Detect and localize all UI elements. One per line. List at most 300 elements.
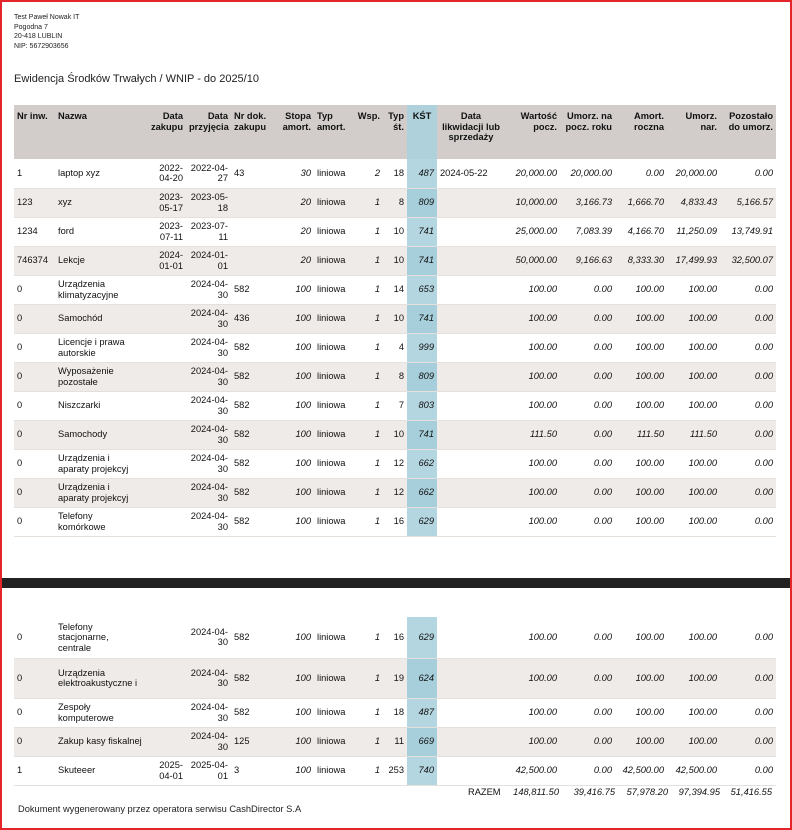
table-cell: liniowa: [314, 246, 354, 275]
table-cell: 999: [407, 333, 437, 362]
table-cell: [437, 478, 505, 507]
table-cell: 2024-04-30: [190, 626, 228, 648]
table-cell: [145, 362, 186, 391]
table-cell: 20: [277, 188, 314, 217]
page-break-band: [2, 578, 790, 588]
table-cell: 100.00: [688, 400, 717, 411]
table-cell: 100.00: [528, 400, 557, 411]
col-header: Nazwa: [55, 105, 145, 159]
table-cell: 741: [407, 217, 437, 246]
table-cell: 2024-04-30: [186, 304, 231, 333]
table-cell: xyz: [55, 188, 145, 217]
table-cell: 0.00: [560, 362, 615, 391]
table-cell: 100: [295, 516, 311, 527]
table-cell: 1: [374, 458, 380, 469]
table-cell: 16: [393, 632, 404, 642]
table-cell: 100.00: [505, 478, 560, 507]
table-cell: 741: [407, 304, 437, 333]
col-header: Umorz. nar.: [667, 105, 720, 159]
col-header: Data likwidacji lub sprzedaży: [437, 105, 505, 159]
table-cell: 0.00: [720, 362, 776, 391]
table-cell: [145, 420, 186, 449]
table-cell: 8,333.30: [615, 246, 667, 275]
table-cell: [437, 217, 505, 246]
table-cell: [231, 188, 277, 217]
table-cell: 2024-04-30: [190, 453, 228, 474]
table-cell: 2025-04-01: [159, 760, 183, 781]
table-cell: [437, 420, 505, 449]
table-cell: 0.00: [593, 765, 612, 776]
table-cell: liniowa: [317, 226, 346, 237]
assets-table-page-1: [14, 105, 776, 537]
table-cell: 100.00: [635, 284, 664, 295]
table-cell: 629: [407, 507, 437, 536]
table-cell: 100: [295, 707, 311, 718]
table-cell: Telefony komórkowe: [58, 511, 106, 532]
table-row: [14, 449, 776, 478]
table-cell: 1: [354, 246, 383, 275]
table-cell: 487: [407, 698, 437, 727]
table-cell: 3: [234, 765, 240, 776]
table-header-row: [14, 105, 776, 159]
table-cell: 100.00: [528, 284, 557, 295]
table-cell: liniowa: [317, 458, 346, 469]
table-row: [14, 304, 776, 333]
table-cell: 2023-07-11: [159, 221, 183, 242]
table-cell: 10,000.00: [505, 188, 560, 217]
table-cell: 100.00: [688, 284, 717, 295]
table-cell: 42,500.00: [622, 765, 664, 776]
table-cell: Licencje i prawa autorskie: [58, 337, 125, 358]
table-row: [14, 333, 776, 362]
table-cell: 4,833.43: [667, 188, 720, 217]
table-cell: 100.00: [615, 727, 667, 756]
table-cell: 1: [374, 400, 380, 411]
table-cell: 1: [374, 284, 380, 295]
table-cell: 100: [295, 765, 311, 776]
table-cell: 2024-04-30: [190, 395, 228, 416]
table-cell: [145, 727, 186, 756]
table-cell: liniowa: [317, 168, 346, 178]
table-cell: 50,000.00: [505, 246, 560, 275]
table-cell: 100.00: [667, 478, 720, 507]
table-cell: liniowa: [317, 632, 346, 642]
table-row: [14, 275, 776, 304]
table-cell: 100: [295, 458, 311, 469]
table-cell: 2022-04-20: [159, 162, 183, 184]
col-header: Data przyjęcia: [186, 105, 231, 159]
table-cell: Lekcje: [55, 246, 145, 275]
table-cell: 2024-05-22: [440, 168, 488, 178]
table-body-page-1: [14, 159, 776, 536]
company-street: Pogodna 7: [14, 23, 48, 31]
table-cell: 7,083.39: [575, 226, 612, 237]
table-cell: 11,250.09: [676, 226, 717, 237]
table-cell: 0.00: [720, 304, 776, 333]
table-cell: 1: [354, 362, 383, 391]
table-cell: [437, 246, 505, 275]
table-cell: 18: [393, 168, 404, 178]
table-cell: 2: [374, 168, 380, 178]
table-cell: 100.00: [667, 304, 720, 333]
table-cell: 0.00: [754, 458, 773, 469]
table-cell: [437, 698, 505, 727]
table-cell: 4,166.70: [627, 226, 664, 237]
table-cell: 809: [407, 188, 437, 217]
table-cell: 624: [407, 658, 437, 698]
table-cell: 125: [231, 727, 277, 756]
table-cell: 100.00: [615, 304, 667, 333]
table-cell: 582: [234, 632, 250, 642]
table-cell: Zakup kasy fiskalnej: [55, 727, 145, 756]
col-header: Nr inw.: [14, 105, 55, 159]
table-cell: 0.00: [593, 284, 612, 295]
table-cell: 10: [383, 304, 407, 333]
table-cell: 1: [17, 765, 23, 776]
table-cell: 1: [354, 658, 383, 698]
table-cell: 0: [17, 284, 23, 295]
table-cell: 0: [17, 342, 23, 353]
table-cell: 9,166.63: [560, 246, 615, 275]
table-row: [14, 658, 776, 698]
table-cell: 100.00: [635, 400, 664, 411]
table-cell: [437, 658, 505, 698]
table-cell: Skuteeer: [58, 765, 96, 776]
table-cell: [231, 217, 277, 246]
table-cell: 100: [295, 400, 311, 411]
table-cell: 100: [295, 284, 311, 295]
table-cell: liniowa: [314, 362, 354, 391]
table-cell: 100.00: [688, 632, 717, 642]
table-cell: Urządzenia i aparaty projekcyj: [55, 478, 145, 507]
table-cell: 111.50: [505, 420, 560, 449]
page-title: Ewidencja Środków Trwałych / WNIP - do 2025/10: [14, 73, 259, 85]
assets-table-page-2: [14, 617, 776, 786]
table-cell: [437, 304, 505, 333]
table-cell: 1: [354, 420, 383, 449]
table-cell: liniowa: [314, 420, 354, 449]
table-cell: 1: [374, 342, 380, 353]
table-cell: [437, 617, 505, 658]
table-cell: 0: [17, 458, 23, 469]
table-cell: liniowa: [317, 765, 346, 776]
total-pozostalo: 51,416.55: [730, 787, 772, 797]
table-cell: [145, 304, 186, 333]
table-cell: 100.00: [528, 458, 557, 469]
table-cell: 582: [234, 458, 250, 469]
table-cell: 100.00: [635, 516, 664, 527]
table-cell: 2024-04-30: [186, 362, 231, 391]
table-cell: [145, 449, 186, 478]
table-cell: 100: [277, 478, 314, 507]
table-cell: [145, 617, 186, 658]
table-cell: [145, 275, 186, 304]
table-cell: [145, 478, 186, 507]
table-cell: 2024-04-30: [190, 337, 228, 358]
table-cell: 582: [231, 362, 277, 391]
table-row: [14, 217, 776, 246]
table-cell: 20,000.00: [515, 168, 557, 178]
table-cell: 12: [383, 478, 407, 507]
table-cell: [437, 507, 505, 536]
table-cell: 0.00: [754, 342, 773, 353]
table-cell: liniowa: [314, 304, 354, 333]
col-header: Wsp.: [354, 105, 383, 159]
table-cell: 32,500.07: [720, 246, 776, 275]
table-cell: Zespoły komputerowe: [58, 702, 114, 723]
table-cell: Samochód: [55, 304, 145, 333]
table-cell: 10: [393, 226, 404, 237]
table-cell: 8: [383, 362, 407, 391]
table-cell: 0: [14, 420, 55, 449]
table-cell: 0: [14, 658, 55, 698]
footer-note: Dokument wygenerowany przez operatora serwisu CashDirector S.A: [18, 804, 302, 814]
table-cell: 0.00: [560, 658, 615, 698]
table-cell: 0: [14, 478, 55, 507]
table-cell: liniowa: [317, 516, 346, 527]
table-cell: 0: [17, 400, 23, 411]
table-cell: [145, 698, 186, 727]
table-cell: 12: [393, 458, 404, 469]
table-cell: 1234: [17, 226, 38, 237]
table-cell: 100.00: [528, 516, 557, 527]
table-cell: Samochody: [55, 420, 145, 449]
col-header: Pozostało do umorz.: [720, 105, 776, 159]
table-cell: 0: [14, 304, 55, 333]
table-cell: 25,000.00: [515, 226, 557, 237]
table-cell: [437, 333, 505, 362]
table-cell: 1: [354, 478, 383, 507]
table-cell: [437, 391, 505, 420]
col-header: Data zakupu: [145, 105, 186, 159]
table-cell: [437, 449, 505, 478]
table-cell: 0.00: [593, 400, 612, 411]
table-cell: [145, 391, 186, 420]
table-cell: 2024-04-30: [190, 702, 228, 723]
table-cell: 14: [393, 284, 404, 295]
table-cell: 10: [383, 246, 407, 275]
table-cell: 662: [407, 449, 437, 478]
table-cell: 741: [407, 246, 437, 275]
table-cell: 111.50: [667, 420, 720, 449]
table-cell: 582: [234, 516, 250, 527]
table-cell: 100: [277, 304, 314, 333]
table-cell: 803: [407, 391, 437, 420]
table-cell: 2023-05-18: [186, 188, 231, 217]
table-cell: 100: [277, 362, 314, 391]
table-cell: 2023-05-17: [145, 188, 186, 217]
table-cell: 582: [234, 284, 250, 295]
table-cell: 2024-04-30: [186, 420, 231, 449]
table-cell: 653: [407, 275, 437, 304]
table-cell: 0.00: [560, 478, 615, 507]
table-row: [14, 478, 776, 507]
table-cell: 18: [393, 707, 404, 718]
table-cell: 3,166.73: [560, 188, 615, 217]
table-cell: 0.00: [560, 304, 615, 333]
table-cell: 8: [383, 188, 407, 217]
table-cell: liniowa: [317, 284, 346, 295]
table-cell: 1: [374, 516, 380, 527]
table-cell: 42,500.00: [515, 765, 557, 776]
table-row: [14, 698, 776, 727]
col-header: Umorz. na pocz. roku: [560, 105, 615, 159]
table-cell: 100.00: [528, 342, 557, 353]
col-header: KŚT: [407, 105, 437, 159]
table-cell: 20: [300, 226, 311, 237]
table-cell: 2024-04-30: [186, 727, 231, 756]
table-cell: 100.00: [667, 727, 720, 756]
table-cell: 100.00: [688, 707, 717, 718]
table-cell: [437, 362, 505, 391]
table-cell: 2024-01-01: [186, 246, 231, 275]
table-cell: 0.00: [754, 632, 773, 642]
table-cell: Wyposażenie pozostałe: [55, 362, 145, 391]
table-cell: 100.00: [615, 362, 667, 391]
table-cell: [145, 658, 186, 698]
table-cell: 100: [277, 420, 314, 449]
table-cell: 1: [354, 304, 383, 333]
table-cell: 0: [17, 516, 23, 527]
table-cell: 0: [17, 632, 23, 642]
table-cell: 100.00: [615, 478, 667, 507]
table-cell: laptop xyz: [58, 168, 100, 178]
total-umorz-pocz-roku: 39,416.75: [573, 787, 615, 797]
table-row: [14, 420, 776, 449]
table-cell: 1: [17, 168, 23, 178]
table-cell: 2024-04-30: [186, 478, 231, 507]
table-cell: [437, 275, 505, 304]
table-cell: 100: [277, 727, 314, 756]
table-cell: 0.00: [645, 168, 664, 178]
table-cell: 1: [354, 727, 383, 756]
table-cell: 1,666.70: [615, 188, 667, 217]
table-cell: 100.00: [688, 342, 717, 353]
table-cell: 5,166.57: [720, 188, 776, 217]
table-cell: 100.00: [528, 632, 557, 642]
table-cell: 11: [383, 727, 407, 756]
table-cell: [437, 756, 505, 785]
col-header: Nr dok. zakupu: [231, 105, 277, 159]
table-cell: 436: [231, 304, 277, 333]
table-cell: Telefony stacjonarne, centrale: [58, 621, 109, 653]
table-row: [14, 391, 776, 420]
table-row: [14, 756, 776, 785]
table-cell: liniowa: [317, 400, 346, 411]
col-header: Typ śt.: [383, 105, 407, 159]
table-cell: 0.00: [720, 478, 776, 507]
table-cell: liniowa: [314, 478, 354, 507]
totals-label: RAZEM: [468, 787, 501, 797]
table-cell: 100.00: [505, 658, 560, 698]
company-nip: NIP: 5672903656: [14, 42, 69, 50]
table-row: [14, 507, 776, 536]
table-cell: 0.00: [593, 458, 612, 469]
table-cell: 100.00: [667, 658, 720, 698]
table-cell: 100.00: [615, 658, 667, 698]
table-cell: 582: [231, 420, 277, 449]
table-cell: 1: [374, 765, 380, 776]
table-cell: 17,499.93: [667, 246, 720, 275]
table-row: [14, 246, 776, 275]
table-cell: Urządzenia i aparaty projekcyj: [58, 453, 129, 474]
table-cell: 10: [383, 420, 407, 449]
company-name: Test Paweł Nowak IT: [14, 14, 80, 21]
total-umorz-nar: 97,394.95: [678, 787, 720, 797]
table-cell: 13,749.91: [731, 226, 773, 237]
table-cell: 582: [234, 342, 250, 353]
table-cell: 629: [407, 617, 437, 658]
col-header: Wartość pocz.: [505, 105, 560, 159]
table-cell: 2024-04-30: [190, 511, 228, 532]
table-cell: 0.00: [720, 420, 776, 449]
table-cell: 1: [354, 188, 383, 217]
table-cell: 100.00: [505, 304, 560, 333]
table-cell: 16: [393, 516, 404, 527]
table-cell: 111.50: [615, 420, 667, 449]
table-cell: 1: [374, 632, 380, 642]
table-row: [14, 727, 776, 756]
table-cell: 100.00: [688, 458, 717, 469]
table-cell: 100.00: [505, 362, 560, 391]
table-cell: 100.00: [635, 458, 664, 469]
table-cell: 4: [398, 342, 404, 353]
table-cell: 20,000.00: [675, 168, 717, 178]
table-cell: 0.00: [754, 516, 773, 527]
table-cell: Urządzenia elektroakustyczne i: [55, 658, 145, 698]
table-cell: 2024-01-01: [145, 246, 186, 275]
table-cell: Urządzenia klimatyzacyjne: [58, 279, 119, 300]
table-cell: 0.00: [754, 765, 773, 776]
table-cell: 0.00: [754, 284, 773, 295]
total-wartosc-pocz: 148,811.50: [513, 787, 559, 797]
table-cell: 100.00: [635, 632, 664, 642]
col-header: Typ amort.: [314, 105, 354, 159]
table-row: [14, 362, 776, 391]
table-cell: 123: [14, 188, 55, 217]
table-cell: [145, 333, 186, 362]
table-cell: 100.00: [635, 342, 664, 353]
table-cell: 0: [14, 362, 55, 391]
table-cell: 0.00: [754, 707, 773, 718]
table-cell: 2024-04-30: [190, 279, 228, 300]
table-cell: 0.00: [560, 420, 615, 449]
table-cell: 0.00: [593, 342, 612, 353]
table-body-page-2: [14, 617, 776, 785]
table-cell: liniowa: [317, 707, 346, 718]
table-row: [14, 159, 776, 188]
table-cell: 100.00: [528, 707, 557, 718]
table-cell: 582: [234, 400, 250, 411]
table-cell: 2022-04-27: [190, 162, 228, 184]
table-cell: 42,500.00: [675, 765, 717, 776]
table-cell: ford: [58, 226, 75, 237]
table-cell: 809: [407, 362, 437, 391]
table-cell: 0.00: [754, 168, 773, 178]
table-cell: 0.00: [754, 400, 773, 411]
total-amort-roczna: 57,978.20: [626, 787, 668, 797]
company-city: 20-418 LUBLIN: [14, 33, 63, 40]
table-row: [14, 617, 776, 658]
table-cell: 0.00: [720, 727, 776, 756]
table-cell: 0.00: [593, 516, 612, 527]
table-cell: 669: [407, 727, 437, 756]
table-cell: 2025-04-01: [190, 760, 228, 781]
table-cell: 100.00: [505, 727, 560, 756]
table-cell: 582: [231, 658, 277, 698]
table-cell: 0.00: [560, 727, 615, 756]
table-cell: 43: [234, 168, 245, 178]
